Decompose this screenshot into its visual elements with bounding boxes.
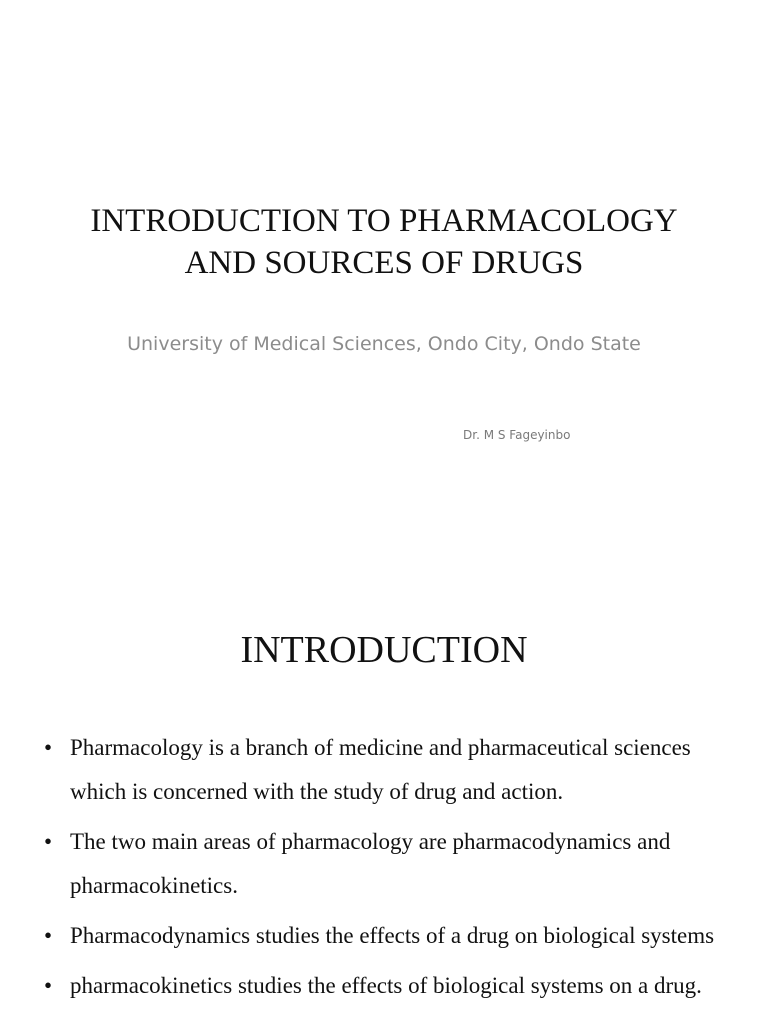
slide-heading: INTRODUCTION	[240, 629, 528, 671]
bullet-item	[40, 914, 730, 958]
author-name: Dr. M S Fageyinbo	[463, 428, 571, 442]
slide-subtitle: University of Medical Sciences, Ondo City, Ondo State	[127, 333, 641, 355]
bullet-item	[40, 820, 730, 908]
bullet-text: The two main areas of pharmacology are pharmacodynamics and pharmacokinetics.	[70, 829, 671, 898]
slide-title	[0, 200, 768, 284]
slide-title-line-2: AND SOURCES OF DRUGS	[184, 245, 584, 281]
bullet-icon: •	[44, 923, 53, 948]
introduction-slide	[0, 576, 768, 1024]
bullet-list	[40, 726, 730, 1014]
bullet-icon: •	[44, 973, 53, 998]
bullet-text: pharmacokinetics studies the effects of biological systems on a drug.	[70, 973, 702, 998]
bullet-icon: •	[44, 735, 53, 760]
bullet-icon: •	[44, 829, 53, 854]
bullet-text: Pharmacodynamics studies the effects of a drug on biological systems	[70, 923, 715, 948]
bullet-text: Pharmacology is a branch of medicine and pharmaceutical sciences which is concerned with the study of drug and action.	[70, 735, 691, 804]
bullet-item	[40, 726, 730, 814]
bullet-item	[40, 964, 730, 1008]
slide-title-line-1: INTRODUCTION TO PHARMACOLOGY	[90, 203, 678, 239]
